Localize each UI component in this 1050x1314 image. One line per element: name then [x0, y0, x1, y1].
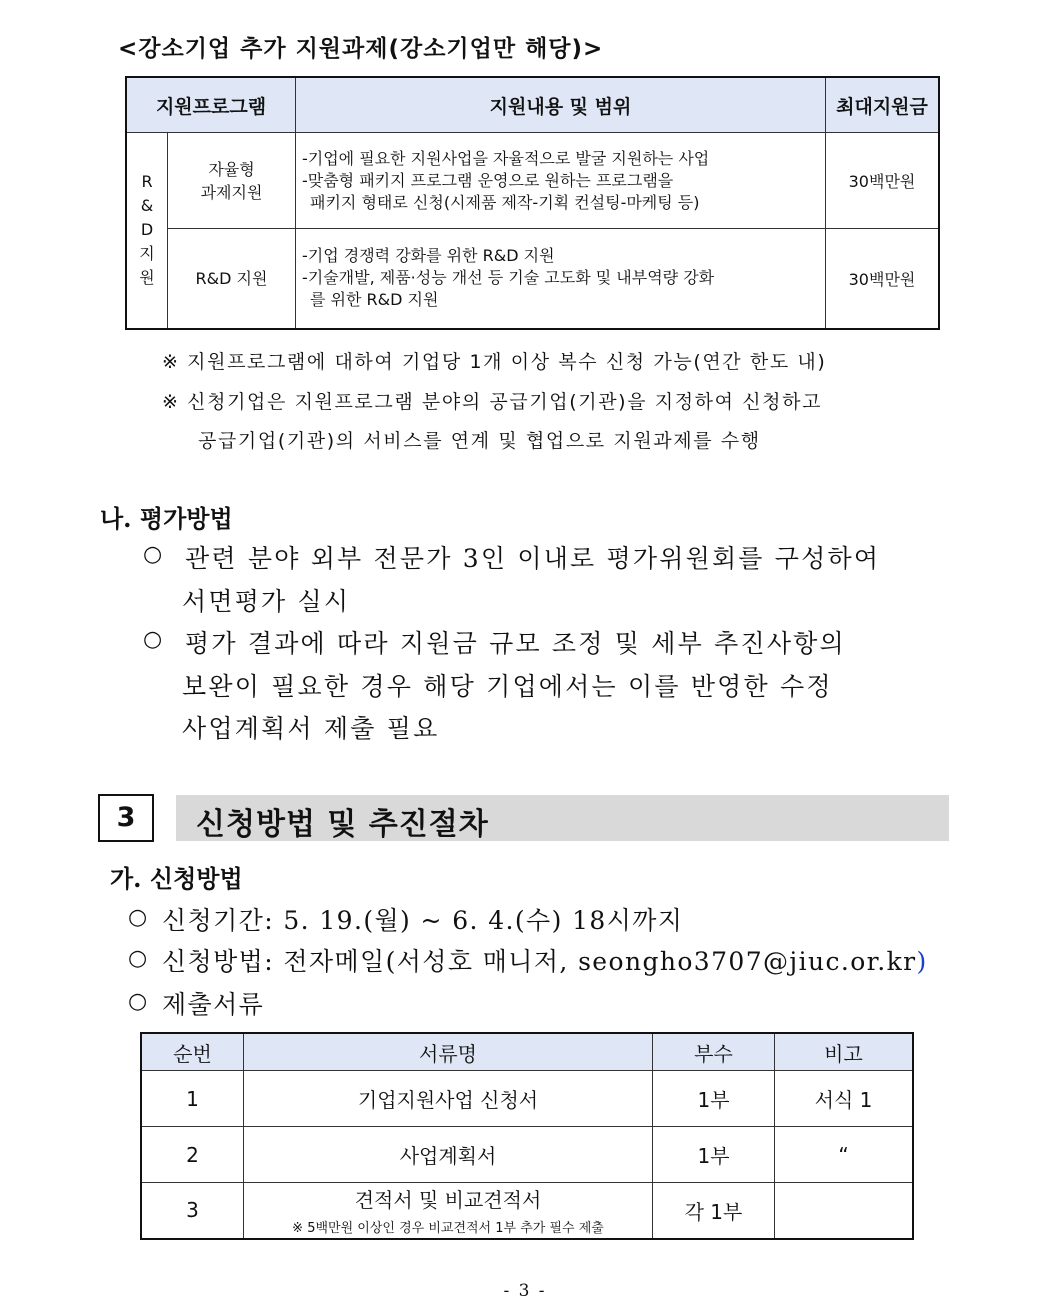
cell-doc-name: 기업지원사업 신청서	[244, 1071, 653, 1127]
body-line: 보완이 필요한 경우 해당 기업에서는 이를 반영한 수정	[182, 672, 833, 701]
cell-doc-name: 사업계획서	[244, 1127, 653, 1183]
program-cell	[168, 133, 296, 229]
section-number: 3	[98, 794, 154, 842]
body-line: 서면평가 실시	[182, 587, 351, 616]
bullet-icon: ○	[128, 946, 148, 971]
bullet-icon: ○	[128, 989, 148, 1014]
body-line: 평가 결과에 따라 지원금 규모 조정 및 세부 추진사항의	[185, 629, 846, 658]
program-name: 자율형	[208, 159, 255, 179]
program-name: 과제지원	[200, 182, 263, 202]
program-name: R&D 지원	[195, 268, 268, 288]
application-method-text: 신청방법: 전자메일(서성호 매니저, seongho3707@jiuc.or.kr	[162, 947, 917, 976]
cell-no: 1	[141, 1071, 244, 1127]
cell-copies: 1부	[653, 1071, 775, 1127]
section-heading: 나. 평가방법	[100, 504, 233, 533]
submission-docs-table	[140, 1032, 914, 1240]
program-cell	[168, 229, 296, 329]
bullet-icon: ○	[128, 905, 148, 930]
header-remark: 비고	[775, 1033, 914, 1071]
header-content: 지원내용 및 범위	[296, 77, 826, 133]
description-line: -기업 경쟁력 강화를 위한 R&D 지원	[302, 246, 555, 266]
description-line: -기업에 필요한 지원사업을 자율적으로 발굴 지원하는 사업	[302, 148, 710, 168]
cell-no: 3	[141, 1183, 244, 1239]
amount-cell: 30백만원	[826, 133, 940, 229]
note-line: ※ 신청기업은 지원프로그램 분야의 공급기업(기관)을 지정하여 신청하고	[162, 391, 823, 413]
table-row	[141, 1127, 913, 1183]
table-header-row	[141, 1033, 913, 1071]
cell-no: 2	[141, 1127, 244, 1183]
description-line: -맞춤형 패키지 프로그램 운영으로 원하는 프로그램을	[302, 170, 674, 190]
table-caption: <강소기업 추가 지원과제(강소기업만 해당)>	[118, 36, 604, 62]
note-line: 공급기업(기관)의 서비스를 연계 및 협업으로 지원과제를 수행	[198, 430, 761, 452]
amount-cell: 30백만원	[826, 229, 940, 329]
header-copies: 부수	[653, 1033, 775, 1071]
cell-remark: 서식 1	[775, 1071, 914, 1127]
section-title: 신청방법 및 추진절차	[196, 807, 489, 842]
description-line: -기술개발, 제품·성능 개선 등 기술 고도화 및 내부역량 강화	[302, 268, 715, 288]
category-char: 지	[139, 244, 155, 264]
doc-name: 견적서 및 비교견적서	[354, 1188, 542, 1213]
cell-copies: 각 1부	[653, 1183, 775, 1239]
cell-doc-name	[244, 1183, 653, 1239]
support-program-table	[125, 76, 940, 330]
header-doc-name: 서류명	[244, 1033, 653, 1071]
category-char: &	[140, 196, 154, 216]
application-period: 신청기간: 5. 19.(월) ~ 6. 4.(수) 18시까지	[162, 906, 684, 935]
bullet-icon: ○	[143, 627, 163, 652]
table-row	[126, 229, 939, 329]
note-line: ※ 지원프로그램에 대하여 기업당 1개 이상 복수 신청 가능(연간 한도 내)	[162, 351, 827, 373]
category-char: 원	[139, 268, 155, 288]
category-cell	[126, 133, 168, 329]
table-row	[141, 1071, 913, 1127]
submission-docs-label: 제출서류	[162, 990, 265, 1019]
cell-remark	[775, 1183, 914, 1239]
description-line: 패키지 형태로 신청(시제품 제작-기획 컨설팅-마케팅 등)	[310, 192, 700, 212]
description-cell	[296, 133, 826, 229]
section-heading: 가. 신청방법	[110, 864, 243, 893]
application-method	[162, 942, 928, 978]
category-char: R	[141, 172, 153, 192]
email-close-paren: )	[916, 947, 928, 976]
cell-remark: “	[775, 1127, 914, 1183]
body-line: 사업계획서 제출 필요	[182, 714, 440, 743]
header-max-amount: 최대지원금	[826, 77, 940, 133]
table-row	[126, 133, 939, 229]
body-line: 관련 분야 외부 전문가 3인 이내로 평가위원회를 구성하여	[185, 544, 881, 573]
doc-name-note: ※ 5백만원 이상인 경우 비교견적서 1부 추가 필수 제출	[292, 1221, 604, 1237]
description-cell	[296, 229, 826, 329]
bullet-icon: ○	[143, 542, 163, 567]
header-program: 지원프로그램	[126, 77, 296, 133]
description-line: 를 위한 R&D 지원	[310, 290, 439, 310]
page-number: - 3 -	[503, 1281, 547, 1301]
cell-copies: 1부	[653, 1127, 775, 1183]
table-header-row	[126, 77, 939, 133]
category-char: D	[140, 220, 154, 240]
header-no: 순번	[141, 1033, 244, 1071]
table-row	[141, 1183, 913, 1239]
